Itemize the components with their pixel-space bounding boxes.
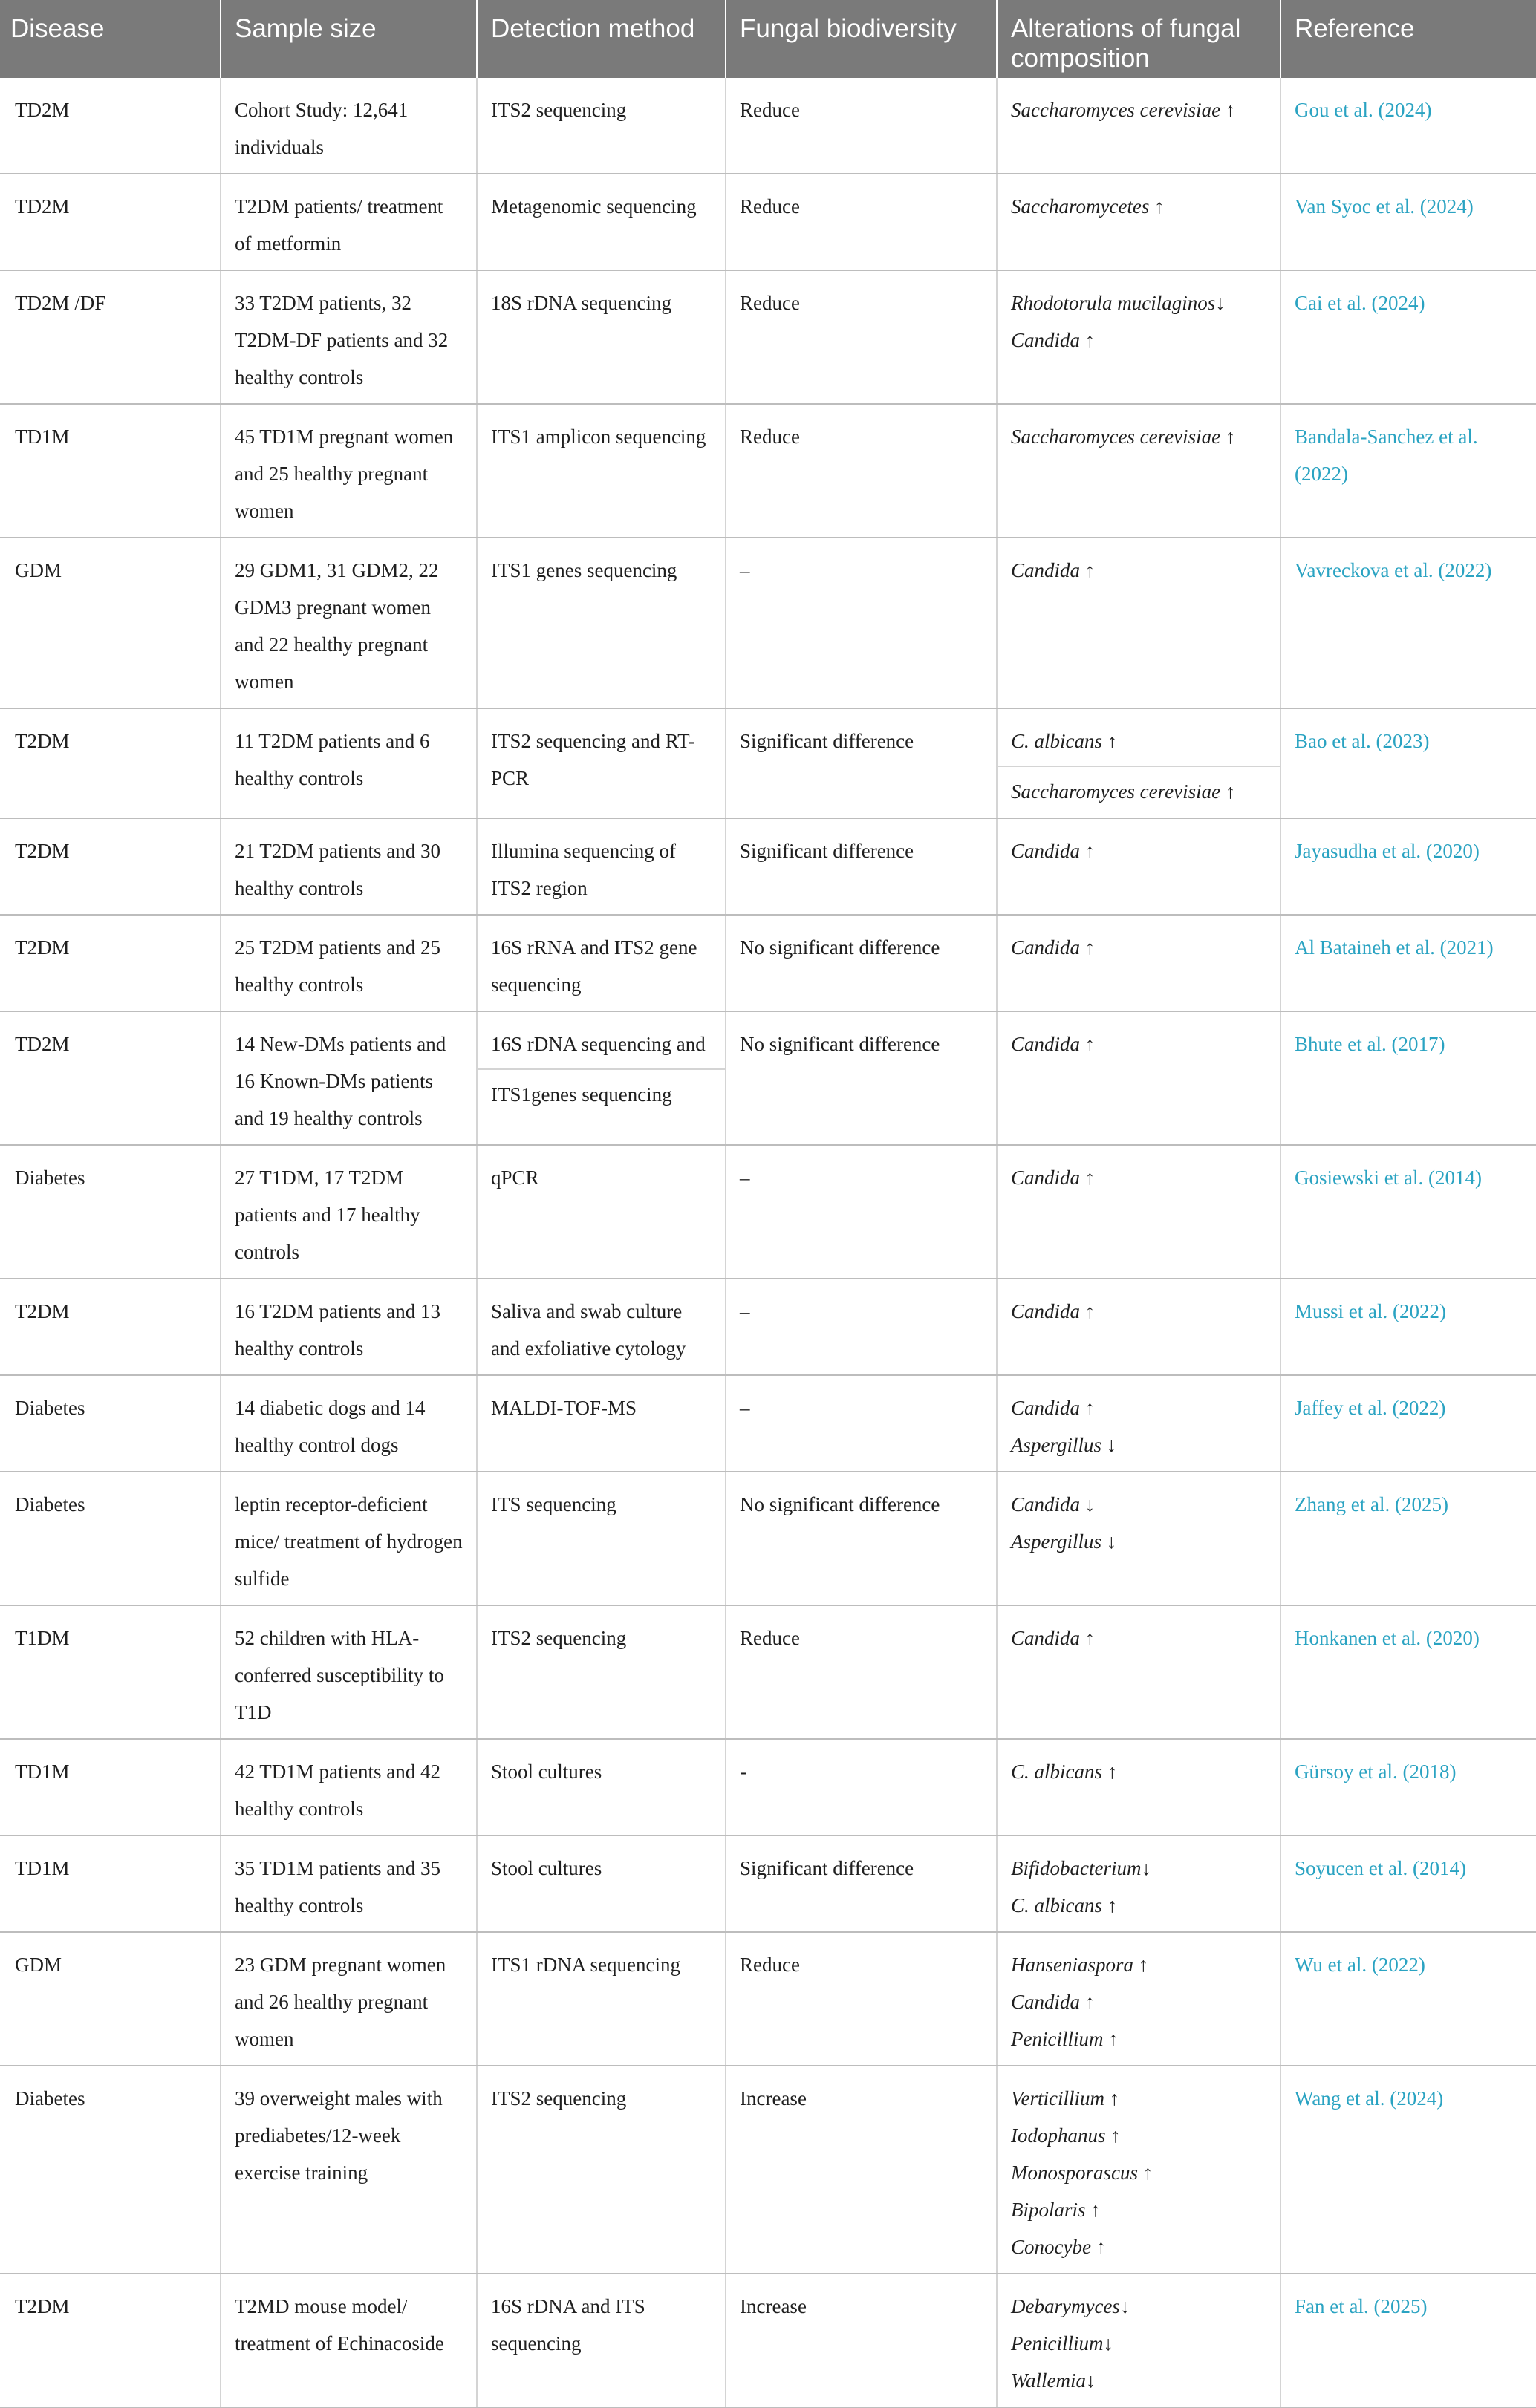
cell-reference[interactable]: Bao et al. (2023) — [1280, 708, 1536, 818]
taxon-name: Candida — [1011, 1033, 1081, 1055]
taxon-name: Saccharomyces cerevisiae — [1011, 780, 1221, 803]
cell-sample-size: T2MD mouse model/ treatment of Echinacoside — [221, 2274, 477, 2407]
cell-alterations — [997, 1145, 1280, 1279]
change-arrow: ↑ — [1080, 1627, 1096, 1649]
cell-detection-method — [477, 404, 726, 538]
cell-reference[interactable]: Wang et al. (2024) — [1280, 2066, 1536, 2274]
change-arrow: ↑ — [1080, 1397, 1096, 1419]
taxon-name: Candida — [1011, 840, 1081, 862]
table-row — [0, 1836, 1536, 1932]
method-text: ITS1genes sequencing — [478, 1068, 725, 1113]
cell-alterations — [997, 1932, 1280, 2066]
cell-biodiversity: Significant difference — [726, 1836, 997, 1932]
cell-sample-size: 25 T2DM patients and 25 healthy controls — [221, 915, 477, 1011]
header-reference: Reference — [1280, 0, 1536, 78]
cell-sample-size: 27 T1DM, 17 T2DM patients and 17 healthy controls — [221, 1145, 477, 1279]
cell-reference[interactable]: Gosiewski et al. (2014) — [1280, 1145, 1536, 1279]
cell-biodiversity: No significant difference — [726, 1472, 997, 1605]
change-arrow: ↑ — [1149, 195, 1165, 218]
cell-disease: Diabetes — [0, 2066, 221, 2274]
alteration-line — [1011, 2362, 1266, 2399]
cell-detection-method — [477, 1932, 726, 2066]
change-arrow: ↑ — [1080, 1167, 1096, 1189]
change-arrow: ↓ — [1119, 2295, 1130, 2317]
cell-alterations — [997, 1836, 1280, 1932]
alteration-line — [1011, 1486, 1266, 1523]
cell-reference[interactable]: Wu et al. (2022) — [1280, 1932, 1536, 2066]
cell-reference[interactable]: Bandala-Sanchez et al. (2022) — [1280, 404, 1536, 538]
cell-detection-method — [477, 2066, 726, 2274]
cell-disease: T2DM — [0, 1279, 221, 1375]
taxon-name: Penicillium — [1011, 2332, 1104, 2355]
cell-biodiversity: – — [726, 1375, 997, 1472]
method-text: Illumina sequencing of ITS2 region — [491, 840, 676, 899]
cell-biodiversity: Increase — [726, 2274, 997, 2407]
cell-alterations — [997, 270, 1280, 404]
alteration-line — [1011, 1850, 1266, 1887]
table-body — [0, 78, 1536, 2407]
table-row — [0, 174, 1536, 270]
method-text: Saliva and swab culture and exfoliative cytology — [491, 1300, 686, 1360]
method-text: 16S rRNA and ITS2 gene sequencing — [491, 936, 697, 996]
method-text: Metagenomic sequencing — [491, 195, 697, 218]
cell-sample-size: 45 TD1M pregnant women and 25 healthy pregnant women — [221, 404, 477, 538]
cell-sample-size: 33 T2DM patients, 32 T2DM-DF patients and 32 healthy controls — [221, 270, 477, 404]
cell-reference[interactable]: Honkanen et al. (2020) — [1280, 1605, 1536, 1739]
table-row — [0, 78, 1536, 174]
cell-sample-size: 16 T2DM patients and 13 healthy controls — [221, 1279, 477, 1375]
taxon-name: Candida — [1011, 1493, 1081, 1515]
alteration-line — [998, 766, 1280, 810]
method-text: MALDI-TOF-MS — [491, 1397, 637, 1419]
cell-biodiversity: Increase — [726, 2066, 997, 2274]
change-arrow: ↓ — [1101, 1434, 1117, 1456]
cell-alterations — [997, 1472, 1280, 1605]
change-arrow: ↓ — [1086, 2369, 1096, 2392]
cell-sample-size: 14 diabetic dogs and 14 healthy control dogs — [221, 1375, 477, 1472]
taxon-name: Rhodotorula mucilaginos — [1011, 292, 1216, 314]
taxon-name: Wallemia — [1011, 2369, 1086, 2392]
alteration-line — [1011, 1523, 1266, 1560]
cell-biodiversity: Reduce — [726, 1932, 997, 2066]
alteration-line — [1011, 2117, 1266, 2154]
taxon-name: Candida — [1011, 1397, 1081, 1419]
method-text: ITS1 amplicon sequencing — [491, 425, 706, 448]
change-arrow: ↑ — [1080, 936, 1096, 959]
cell-biodiversity: - — [726, 1739, 997, 1836]
cell-detection-method — [477, 270, 726, 404]
cell-detection-method — [477, 1145, 726, 1279]
taxon-name: C. albicans — [1011, 1761, 1103, 1783]
table-row — [0, 404, 1536, 538]
cell-reference[interactable]: Bhute et al. (2017) — [1280, 1011, 1536, 1145]
method-text: ITS1 genes sequencing — [491, 559, 677, 581]
table-row — [0, 1279, 1536, 1375]
cell-disease: T1DM — [0, 1605, 221, 1739]
header-disease: Disease — [0, 0, 221, 78]
taxon-name: Candida — [1011, 329, 1081, 351]
alteration-line — [1011, 722, 1266, 760]
cell-reference[interactable]: Mussi et al. (2022) — [1280, 1279, 1536, 1375]
change-arrow: ↑ — [1220, 780, 1236, 803]
taxon-name: Bifidobacterium — [1011, 1857, 1142, 1879]
cell-disease: T2DM — [0, 2274, 221, 2407]
method-text: ITS2 sequencing — [491, 99, 627, 121]
alteration-line — [1011, 188, 1266, 225]
cell-reference[interactable]: Gou et al. (2024) — [1280, 78, 1536, 174]
table-row — [0, 1145, 1536, 1279]
taxon-name: Saccharomyces cerevisiae — [1011, 425, 1221, 448]
alteration-line — [1011, 284, 1266, 322]
alteration-line — [1011, 2325, 1266, 2362]
cell-alterations — [997, 1279, 1280, 1375]
cell-sample-size: 39 overweight males with prediabetes/12-week exercise training — [221, 2066, 477, 2274]
taxon-name: Candida — [1011, 1991, 1081, 2013]
table-row — [0, 1932, 1536, 2066]
alteration-line — [1011, 91, 1266, 128]
cell-alterations — [997, 2066, 1280, 2274]
cell-biodiversity: Significant difference — [726, 818, 997, 915]
cell-detection-method — [477, 1739, 726, 1836]
alteration-line — [1011, 322, 1266, 359]
cell-reference[interactable]: Gürsoy et al. (2018) — [1280, 1739, 1536, 1836]
cell-sample-size: 42 TD1M patients and 42 healthy controls — [221, 1739, 477, 1836]
alteration-line — [1011, 1946, 1266, 1983]
table-row — [0, 2066, 1536, 2274]
table-row — [0, 538, 1536, 708]
header-sample-size: Sample size — [221, 0, 477, 78]
cell-disease: T2DM — [0, 708, 221, 818]
taxon-name: Candida — [1011, 559, 1081, 581]
change-arrow: ↑ — [1103, 2028, 1119, 2050]
change-arrow: ↑ — [1105, 2124, 1121, 2147]
change-arrow: ↑ — [1104, 2087, 1120, 2110]
cell-sample-size: 14 New-DMs patients and 16 Known-DMs patients and 19 healthy controls — [221, 1011, 477, 1145]
cell-biodiversity: Reduce — [726, 404, 997, 538]
alteration-line — [1011, 1426, 1266, 1464]
method-text: ITS1 rDNA sequencing — [491, 1954, 680, 1976]
cell-disease: Diabetes — [0, 1145, 221, 1279]
cell-alterations — [997, 1011, 1280, 1145]
cell-disease: TD2M /DF — [0, 270, 221, 404]
taxon-name: Candida — [1011, 1300, 1081, 1322]
cell-detection-method — [477, 708, 726, 818]
alteration-line — [1011, 1293, 1266, 1330]
change-arrow: ↑ — [1102, 730, 1118, 752]
cell-alterations — [997, 404, 1280, 538]
cell-sample-size: 21 T2DM patients and 30 healthy controls — [221, 818, 477, 915]
change-arrow: ↑ — [1080, 1991, 1096, 2013]
taxon-name: Bipolaris — [1011, 2199, 1086, 2221]
alteration-line — [1011, 832, 1266, 869]
header-detection-method: Detection method — [477, 0, 726, 78]
taxon-name: Hanseniaspora — [1011, 1954, 1134, 1976]
cell-detection-method — [477, 78, 726, 174]
cell-biodiversity: – — [726, 1279, 997, 1375]
cell-detection-method — [477, 1375, 726, 1472]
cell-biodiversity: No significant difference — [726, 1011, 997, 1145]
taxon-name: Debarymyces — [1011, 2295, 1120, 2317]
cell-disease: GDM — [0, 538, 221, 708]
taxon-name: Penicillium — [1011, 2028, 1104, 2050]
table-row — [0, 1605, 1536, 1739]
cell-alterations — [997, 538, 1280, 708]
method-text: ITS2 sequencing — [491, 1627, 627, 1649]
cell-sample-size: leptin receptor-deficient mice/ treatment of hydrogen sulfide — [221, 1472, 477, 1605]
change-arrow: ↑ — [1080, 840, 1096, 862]
change-arrow: ↓ — [1215, 292, 1226, 314]
cell-detection-method — [477, 915, 726, 1011]
change-arrow: ↑ — [1080, 559, 1096, 581]
cell-disease: Diabetes — [0, 1375, 221, 1472]
cell-disease: T2DM — [0, 915, 221, 1011]
cell-reference[interactable]: Jayasudha et al. (2020) — [1280, 818, 1536, 915]
table-row — [0, 270, 1536, 404]
table-row — [0, 1472, 1536, 1605]
method-text: ITS2 sequencing and RT-PCR — [491, 730, 695, 789]
taxon-name: Saccharomycetes — [1011, 195, 1150, 218]
cell-reference[interactable]: Jaffey et al. (2022) — [1280, 1375, 1536, 1472]
alteration-line — [1011, 1983, 1266, 2020]
table-header — [0, 0, 1536, 78]
cell-alterations — [997, 1375, 1280, 1472]
header-fungal-biodiversity: Fungal biodiversity — [726, 0, 997, 78]
cell-alterations — [997, 708, 1280, 818]
table-row — [0, 2274, 1536, 2407]
cell-detection-method — [477, 1279, 726, 1375]
alteration-line — [1011, 1619, 1266, 1657]
cell-detection-method — [477, 1605, 726, 1739]
cell-detection-method — [477, 1011, 726, 1145]
cell-disease: Diabetes — [0, 1472, 221, 1605]
cell-sample-size: Cohort Study: 12,641 individuals — [221, 78, 477, 174]
change-arrow: ↓ — [1080, 1493, 1096, 1515]
cell-reference[interactable]: Fan et al. (2025) — [1280, 2274, 1536, 2407]
cell-disease: TD1M — [0, 1836, 221, 1932]
cell-biodiversity: Reduce — [726, 270, 997, 404]
cell-disease: T2DM — [0, 818, 221, 915]
alteration-line — [1011, 2228, 1266, 2265]
taxon-name: Candida — [1011, 936, 1081, 959]
change-arrow: ↑ — [1138, 2161, 1153, 2184]
cell-reference[interactable]: Cai et al. (2024) — [1280, 270, 1536, 404]
cell-biodiversity: Significant difference — [726, 708, 997, 818]
change-arrow: ↓ — [1103, 2332, 1113, 2355]
cell-sample-size: 35 TD1M patients and 35 healthy controls — [221, 1836, 477, 1932]
alteration-line — [1011, 1753, 1266, 1790]
header-row — [0, 0, 1536, 78]
alteration-line — [1011, 418, 1266, 455]
cell-detection-method — [477, 818, 726, 915]
taxon-name: Verticillium — [1011, 2087, 1104, 2110]
taxon-name: Candida — [1011, 1167, 1081, 1189]
taxon-name: C. albicans — [1011, 1894, 1103, 1916]
cell-alterations — [997, 1605, 1280, 1739]
alteration-line — [1011, 552, 1266, 589]
alteration-line — [1011, 1389, 1266, 1426]
taxon-name: Aspergillus — [1011, 1434, 1102, 1456]
change-arrow: ↑ — [1102, 1761, 1118, 1783]
change-arrow: ↑ — [1090, 2236, 1107, 2258]
cell-sample-size: 11 T2DM patients and 6 healthy controls — [221, 708, 477, 818]
cell-reference[interactable]: Soyucen et al. (2014) — [1280, 1836, 1536, 1932]
change-arrow: ↓ — [1141, 1857, 1151, 1879]
alteration-line — [1011, 2288, 1266, 2325]
alteration-line — [1011, 2080, 1266, 2117]
header-alterations: Alterations of fungal composition — [997, 0, 1280, 78]
taxon-name: C. albicans — [1011, 730, 1103, 752]
alteration-line — [1011, 929, 1266, 966]
alteration-line — [1011, 1887, 1266, 1924]
change-arrow: ↑ — [1080, 1033, 1096, 1055]
method-text: Stool cultures — [491, 1761, 602, 1783]
cell-disease: TD2M — [0, 78, 221, 174]
alteration-line — [1011, 1025, 1266, 1063]
method-text: 16S rDNA sequencing and — [491, 1033, 706, 1055]
change-arrow: ↑ — [1102, 1894, 1118, 1916]
table-row — [0, 1375, 1536, 1472]
taxon-name: Conocybe — [1011, 2236, 1091, 2258]
cell-disease: TD1M — [0, 404, 221, 538]
table-row — [0, 708, 1536, 818]
cell-alterations — [997, 78, 1280, 174]
change-arrow: ↑ — [1220, 99, 1236, 121]
change-arrow: ↑ — [1220, 425, 1236, 448]
cell-sample-size: 52 children with HLA-conferred susceptibility to T1D — [221, 1605, 477, 1739]
taxon-name: Candida — [1011, 1627, 1081, 1649]
cell-biodiversity: – — [726, 1145, 997, 1279]
cell-reference[interactable]: Al Bataineh et al. (2021) — [1280, 915, 1536, 1011]
taxon-name: Saccharomyces cerevisiae — [1011, 99, 1221, 121]
cell-disease: TD2M — [0, 174, 221, 270]
method-text: 16S rDNA and ITS sequencing — [491, 2295, 645, 2355]
cell-biodiversity: Reduce — [726, 174, 997, 270]
cell-biodiversity: No significant difference — [726, 915, 997, 1011]
change-arrow: ↓ — [1101, 1530, 1117, 1553]
cell-detection-method — [477, 174, 726, 270]
taxon-name: Monosporascus — [1011, 2161, 1139, 2184]
cell-detection-method — [477, 2274, 726, 2407]
method-text: ITS sequencing — [491, 1493, 616, 1515]
alteration-line — [1011, 1159, 1266, 1196]
method-text: ITS2 sequencing — [491, 2087, 627, 2110]
cell-detection-method — [477, 1836, 726, 1932]
change-arrow: ↑ — [1080, 1300, 1096, 1322]
cell-alterations — [997, 1739, 1280, 1836]
table-row — [0, 818, 1536, 915]
cell-biodiversity: Reduce — [726, 78, 997, 174]
table-row — [0, 1739, 1536, 1836]
cell-disease: TD2M — [0, 1011, 221, 1145]
cell-biodiversity: Reduce — [726, 1605, 997, 1739]
method-text: 18S rDNA sequencing — [491, 292, 671, 314]
cell-biodiversity: – — [726, 538, 997, 708]
cell-reference[interactable]: Van Syoc et al. (2024) — [1280, 174, 1536, 270]
change-arrow: ↑ — [1133, 1954, 1149, 1976]
cell-reference[interactable]: Zhang et al. (2025) — [1280, 1472, 1536, 1605]
cell-disease: TD1M — [0, 1739, 221, 1836]
cell-disease: GDM — [0, 1932, 221, 2066]
cell-detection-method — [477, 538, 726, 708]
cell-detection-method — [477, 1472, 726, 1605]
alteration-line — [1011, 2191, 1266, 2228]
cell-alterations — [997, 174, 1280, 270]
change-arrow: ↑ — [1080, 329, 1096, 351]
cell-alterations — [997, 915, 1280, 1011]
alteration-line — [1011, 2154, 1266, 2191]
taxon-name: Aspergillus — [1011, 1530, 1102, 1553]
method-text: qPCR — [491, 1167, 539, 1189]
alteration-line — [1011, 2020, 1266, 2058]
cell-reference[interactable]: Vavreckova et al. (2022) — [1280, 538, 1536, 708]
cell-alterations — [997, 818, 1280, 915]
cell-sample-size: 23 GDM pregnant women and 26 healthy pregnant women — [221, 1932, 477, 2066]
table-row — [0, 915, 1536, 1011]
change-arrow: ↑ — [1085, 2199, 1101, 2221]
taxon-name: Iodophanus — [1011, 2124, 1106, 2147]
cell-sample-size: 29 GDM1, 31 GDM2, 22 GDM3 pregnant women and 22 healthy pregnant women — [221, 538, 477, 708]
table-row — [0, 1011, 1536, 1145]
cell-sample-size: T2DM patients/ treatment of metformin — [221, 174, 477, 270]
cell-alterations — [997, 2274, 1280, 2407]
method-text: Stool cultures — [491, 1857, 602, 1879]
